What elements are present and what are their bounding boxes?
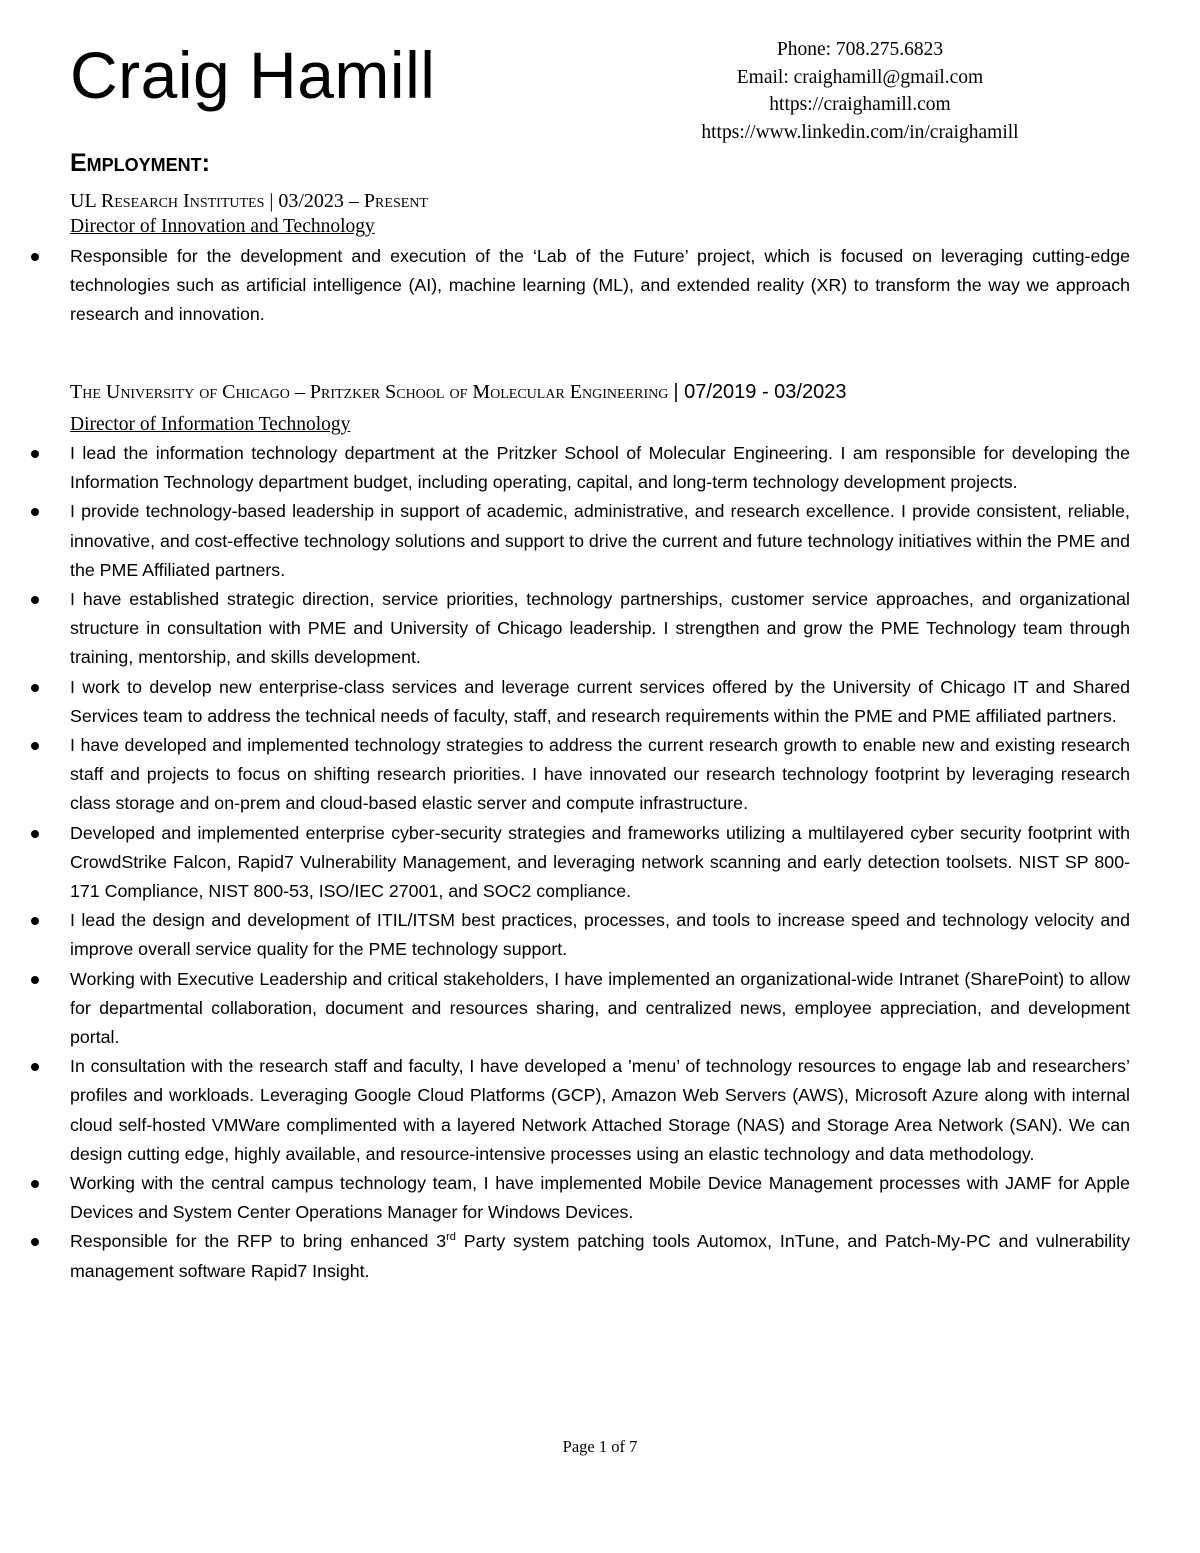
list-item: I provide technology-based leadership in support of academic, administrative, and research excellence. I provide consistent, reliable, innovative, and cost-effective technology solutions and support to drive the current and future technology initiatives within the PME and the PME Affiliated partners.	[0, 497, 1130, 585]
job-title: Director of Information Technology	[70, 414, 351, 435]
list-item: Responsible for the development and execution of the ‘Lab of the Future’ project, which is focused on leveraging cutting-edge technologies such as artificial intelligence (AI), machine learning (ML), and extended reality (XR) to transform the way we approach research and innovation.	[0, 242, 1130, 330]
list-item: I work to develop new enterprise-class services and leverage current services offered by the University of Chicago IT and Shared Services team to address the technical needs of faculty, staff, and research requirements within the PME and PME affiliated partners.	[0, 673, 1130, 731]
employer-name: The University of Chicago – Pritzker School of Molecular Engineering	[70, 381, 669, 403]
list-item: I have developed and implemented technology strategies to address the current research growth to enable new and existing research staff and projects to focus on shifting research priorities. I have innovated our research technology footprint by leveraging research class storage and on-prem and cloud-based elastic server and compute infrastructure.	[0, 731, 1130, 819]
contact-block	[600, 36, 1120, 147]
bullet-icon	[31, 917, 39, 925]
bullet-icon	[31, 830, 39, 838]
list-item: Working with the central campus technology team, I have implemented Mobile Device Management processes with JAMF for Apple Devices and System Center Operations Manager for Windows Devices.	[0, 1169, 1130, 1227]
bullet-icon	[31, 742, 39, 750]
list-item: Developed and implemented enterprise cyber-security strategies and frameworks utilizing a multilayered cyber security footprint with CrowdStrike Falcon, Rapid7 Vulnerability Management, and leveraging network scanning and early detection toolsets. NIST SP 800-171 Compliance, NIST 800-53, ISO/IEC 27001, and SOC2 compliance.	[0, 819, 1130, 907]
bullet-icon	[31, 1063, 39, 1071]
list-item: I lead the information technology department at the Pritzker School of Molecular Engineering. I am responsible for developing the Information Technology department budget, including operating, capital, and long-term technology development projects.	[0, 439, 1130, 497]
list-item: Responsible for the RFP to bring enhanced 3rd Party system patching tools Automox, InTune, and Patch-My-PC and vulnerability management software Rapid7 Insight.	[0, 1227, 1130, 1285]
website-link[interactable]: https://craighamill.com	[769, 94, 951, 116]
employer-line: UL Research Institutes | 03/2023 – Present	[70, 190, 428, 212]
bullet-list	[0, 242, 1130, 330]
section-title-employment: Employment:	[70, 149, 210, 177]
bullet-icon	[31, 976, 39, 984]
list-item: Working with Executive Leadership and critical stakeholders, I have implemented an organizational-wide Intranet (SharePoint) to allow for departmental collaboration, document and resources sharing, and centralized news, employee appreciation, and development portal.	[0, 965, 1130, 1053]
list-item: In consultation with the research staff and faculty, I have developed a ’menu’ of technology resources to engage lab and researchers’ profiles and workloads. Leveraging Google Cloud Platforms (GCP), Amazon Web Servers (AWS), Microsoft Azure along with internal cloud self-hosted VMWare complimented with a layered Network Attached Storage (NAS) and Storage Area Network (SAN). We can design cutting edge, highly available, and resource-intensive processes using an elastic technology and data methodology.	[0, 1052, 1130, 1169]
list-item: I lead the design and development of ITIL/ITSM best practices, processes, and tools to increase speed and technology velocity and improve overall service quality for the PME technology support.	[0, 906, 1130, 964]
linkedin-link[interactable]: https://www.linkedin.com/in/craighamill	[701, 122, 1019, 144]
bullet-icon	[31, 684, 39, 692]
bullet-icon	[31, 253, 39, 261]
bullet-icon	[31, 1180, 39, 1188]
bullet-icon	[31, 596, 39, 604]
bullet-icon	[31, 1238, 39, 1246]
page-number: Page 1 of 7	[562, 1437, 638, 1456]
bullet-icon	[31, 450, 39, 458]
bullet-icon	[31, 508, 39, 516]
phone: Phone: 708.275.6823	[776, 39, 944, 60]
bullet-list	[0, 439, 1130, 1286]
email[interactable]: Email: craighamill@gmail.com	[736, 66, 984, 88]
employment-dates: | 07/2019 - 03/2023	[673, 381, 847, 403]
job-title: Director of Innovation and Technology	[70, 216, 375, 237]
list-item: I have established strategic direction, service priorities, technology partnerships, customer service approaches, and organizational structure in consultation with PME and University of Chicago leadership. I strengthen and grow the PME Technology team through training, mentorship, and skills development.	[0, 585, 1130, 673]
candidate-name: Craig Hamill	[70, 38, 436, 112]
employer-line	[70, 379, 846, 405]
